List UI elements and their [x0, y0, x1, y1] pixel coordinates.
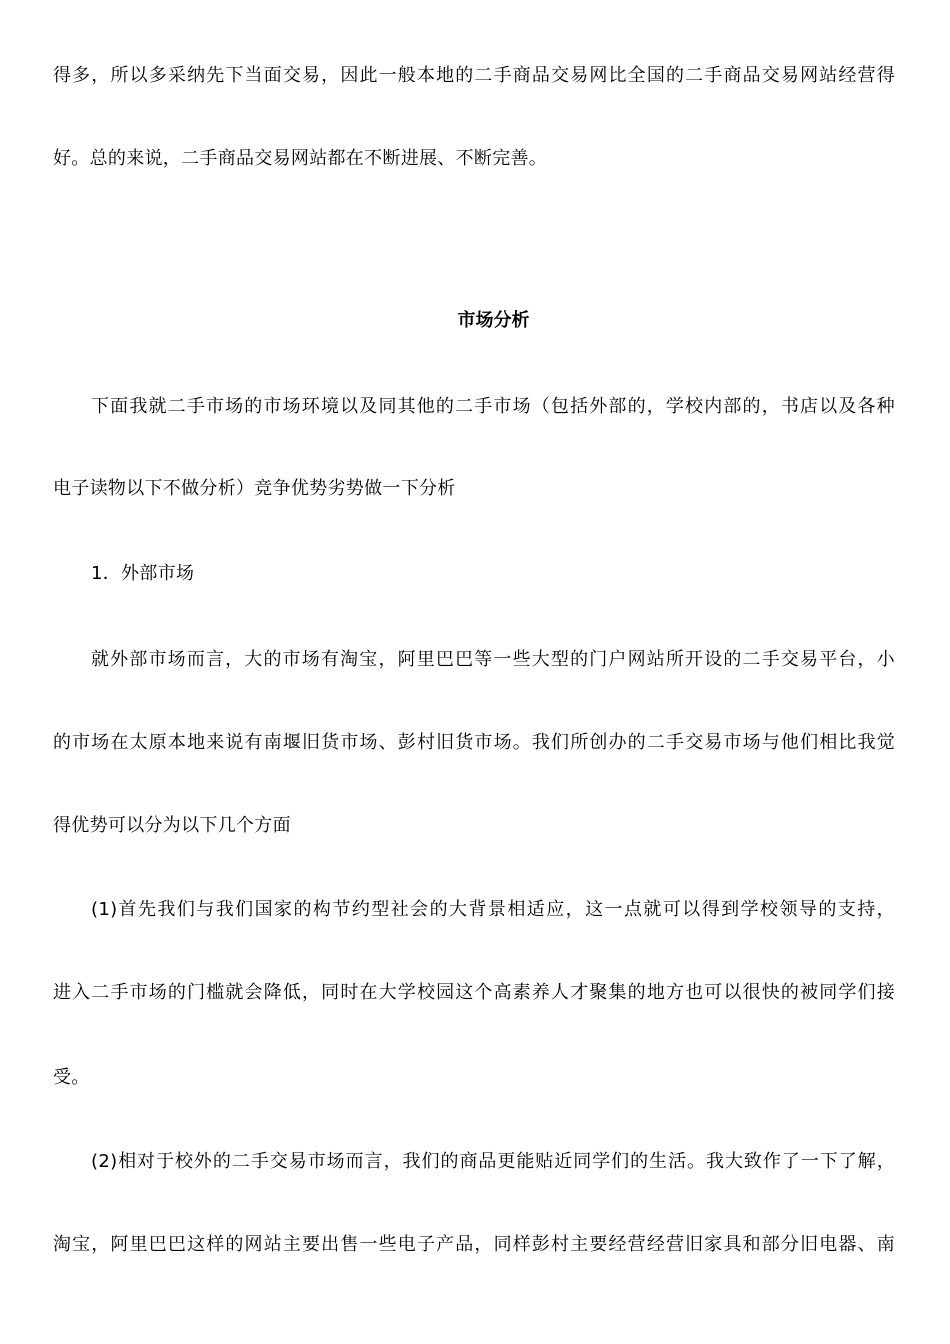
- intro-line-1: 得多，所以多采纳先下当面交易，因此一般本地的二手商品交易网比全国的二手商品交易网站经营得: [53, 65, 895, 86]
- para3-line-1: (1)首先我们与我们国家的构节约型社会的大背景相适应，这一点就可以得到学校领导的支持，: [91, 899, 895, 920]
- para1-line-2: 电子读物以下不做分析）竞争优势劣势做一下分析: [53, 478, 456, 499]
- para2-line-1: 就外部市场而言，大的市场有淘宝，阿里巴巴等一些大型的门户网站所开设的二手交易平台，小: [91, 649, 895, 670]
- intro-line-2: 好。总的来说，二手商品交易网站都在不断进展、不断完善。: [53, 148, 548, 169]
- para3-line-3: 受。: [53, 1067, 90, 1088]
- para1-line-1: 下面我就二手市场的市场环境以及同其他的二手市场（包括外部的，学校内部的，书店以及各种: [91, 396, 895, 417]
- para3-line-2: 进入二手市场的门槛就会降低，同时在大学校园这个高素养人才聚集的地方也可以很快的被同学们接: [53, 982, 895, 1003]
- para4-line-1: (2)相对于校外的二手交易市场而言，我们的商品更能贴近同学们的生活。我大致作了一下了解，: [91, 1151, 895, 1172]
- para4-line-2: 淘宝，阿里巴巴这样的网站主要出售一些电子产品，同样彭村主要经营经营旧家具和部分旧电器、南: [53, 1234, 895, 1255]
- para2-line-3: 得优势可以分为以下几个方面: [53, 815, 291, 836]
- para2-line-2: 的市场在太原本地来说有南堰旧货市场、彭村旧货市场。我们所创办的二手交易市场与他们相比我觉: [53, 732, 895, 753]
- section-title: 市场分析: [457, 310, 530, 331]
- item1-heading: 1．外部市场: [91, 563, 195, 584]
